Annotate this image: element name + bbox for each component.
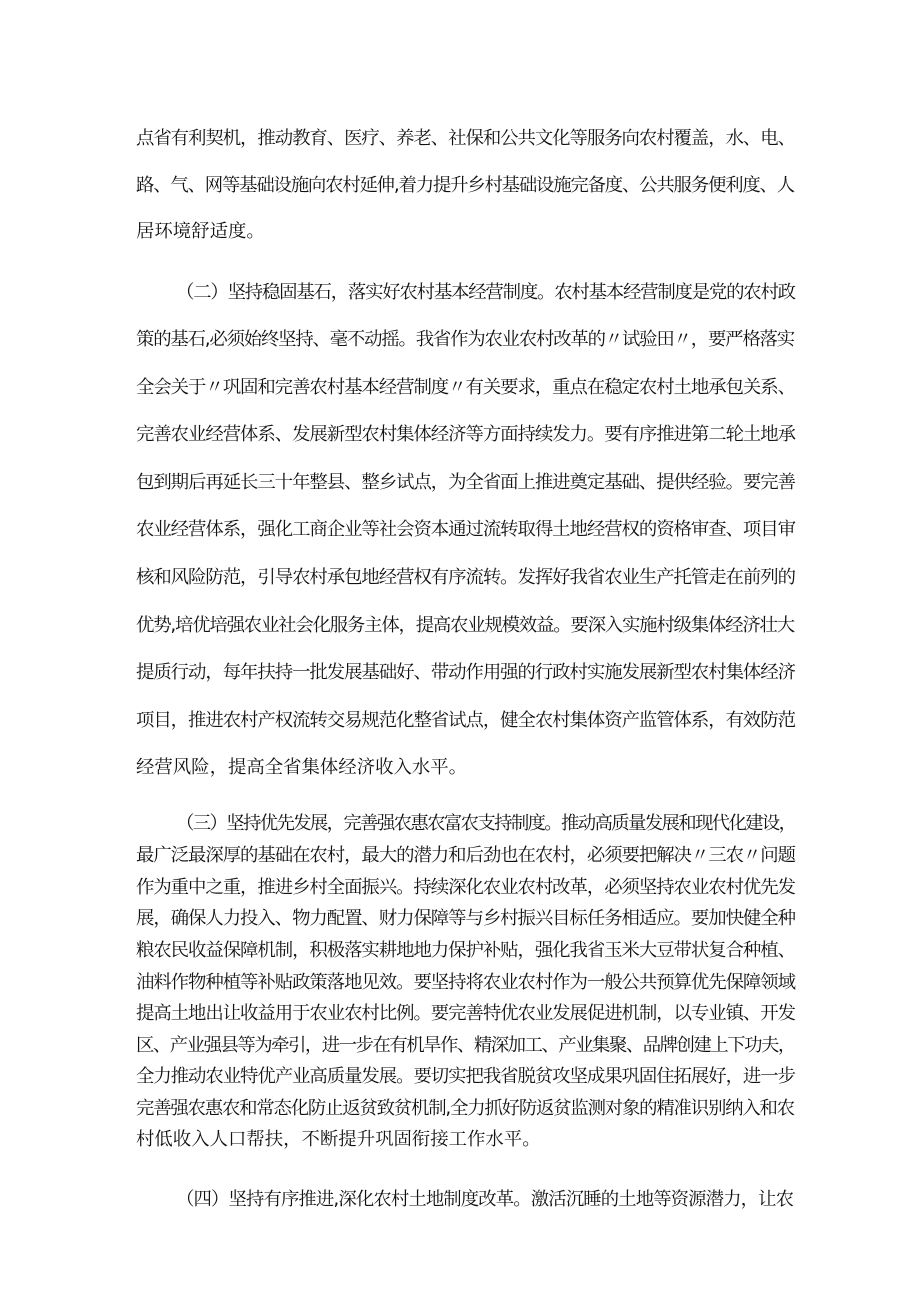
body-text-line: 完善强农惠农和常态化防止返贫致贫机制,全力抓好防返贫监测对象的精准识别纳入和农 (136, 1098, 794, 1119)
body-text-line: 全力推动农业特优产业高质量发展。要切实把我省脱贫攻坚成果巩固住拓展好，进一步 (136, 1066, 795, 1087)
body-text-line: 提高土地出让收益用于农业农村比例。要完善特优农业发展促进机制，以专业镇、开发 (136, 1003, 795, 1024)
body-text-line: 全会关于〃巩固和完善农村基本经营制度〃有关要求，重点在稳定农村土地承包关系、 (136, 377, 795, 398)
body-text-line: 策的基石,必须始终坚持、毫不动摇。我省作为农业农村改革的〃试验田〃，要严格落实 (136, 329, 794, 350)
body-text-line: 项目，推进农村产权流转交易规范化整省试点，健全农村集体资产监管体系，有效防范 (136, 710, 795, 731)
body-text-line: 点省有利契机，推动教育、医疗、养老、社保和公共文化等服务向农村覆盖，水、电、 (136, 128, 795, 149)
body-text-line: 区、产业强县等为牵引，进一步在有机旱作、精深加工、产业集聚、品牌创建上下功夫， (136, 1035, 795, 1056)
body-text-line: 农业经营体系，强化工商企业等社会资本通过流转取得土地经营权的资格审查、项目审 (136, 519, 795, 540)
body-text-line: 优势,培优培强农业社会化服务主体，提高农业规模效益。要深入实施村级集体经济壮大 (136, 615, 794, 636)
body-text-line: 完善农业经营体系、发展新型农村集体经济等方面持续发力。要有序推进第二轮土地承 (136, 424, 795, 445)
body-text-line: 作为重中之重，推进乡村全面振兴。持续深化农业农村改革，必须坚持农业农村优先发 (136, 877, 795, 898)
body-text-line: 村低收入人口帮扶，不断提升巩固衔接工作水平。 (136, 1129, 541, 1150)
section-heading-line: （二）坚持稳固基石，落实好农村基本经营制度。农村基本经营制度是党的农村政 (176, 282, 795, 303)
body-text-line: 展，确保人力投入、物力配置、财力保障等与乡村振兴目标任务相适应。要加快健全种 (136, 908, 795, 929)
body-text-line: 油料作物种植等补贴政策落地见效。要坚持将农业农村作为一般公共预算优先保障领域 (136, 972, 795, 993)
body-text-line: 最广泛最深厚的基础在农村，最大的潜力和后劲也在农村，必须要把解决〃三农〃问题 (136, 845, 795, 866)
body-text-line: 核和风险防范，引导农村承包地经营权有序流转。发挥好我省农业生产托管走在前列的 (136, 567, 795, 588)
section-heading-line: （四）坚持有序推进,深化农村土地制度改革。激活沉睡的土地等资源潜力，让农 (176, 1189, 794, 1210)
body-text-line: 提质行动，每年扶持一批发展基础好、带动作用强的行政村实施发展新型农村集体经济 (136, 662, 795, 683)
body-text-line: 居环境舒适度。 (136, 221, 265, 242)
body-text-line: 经营风险，提高全省集体经济收入水平。 (136, 757, 468, 778)
body-text-line: 路、气、网等基础设施向农村延伸,着力提升乡村基础设施完备度、公共服务便利度、人 (136, 175, 794, 196)
body-text-line: 粮农民收益保障机制，积极落实耕地地力保护补贴，强化我省玉米大豆带状复合种植、 (136, 940, 795, 961)
section-heading-line: （三）坚持优先发展，完善强农惠农富农支持制度。推动高质量发展和现代化建设， (176, 813, 796, 834)
body-text-line: 包到期后再延长三十年整县、整乡试点，为全省面上推进奠定基础、提供经验。要完善 (136, 472, 795, 493)
